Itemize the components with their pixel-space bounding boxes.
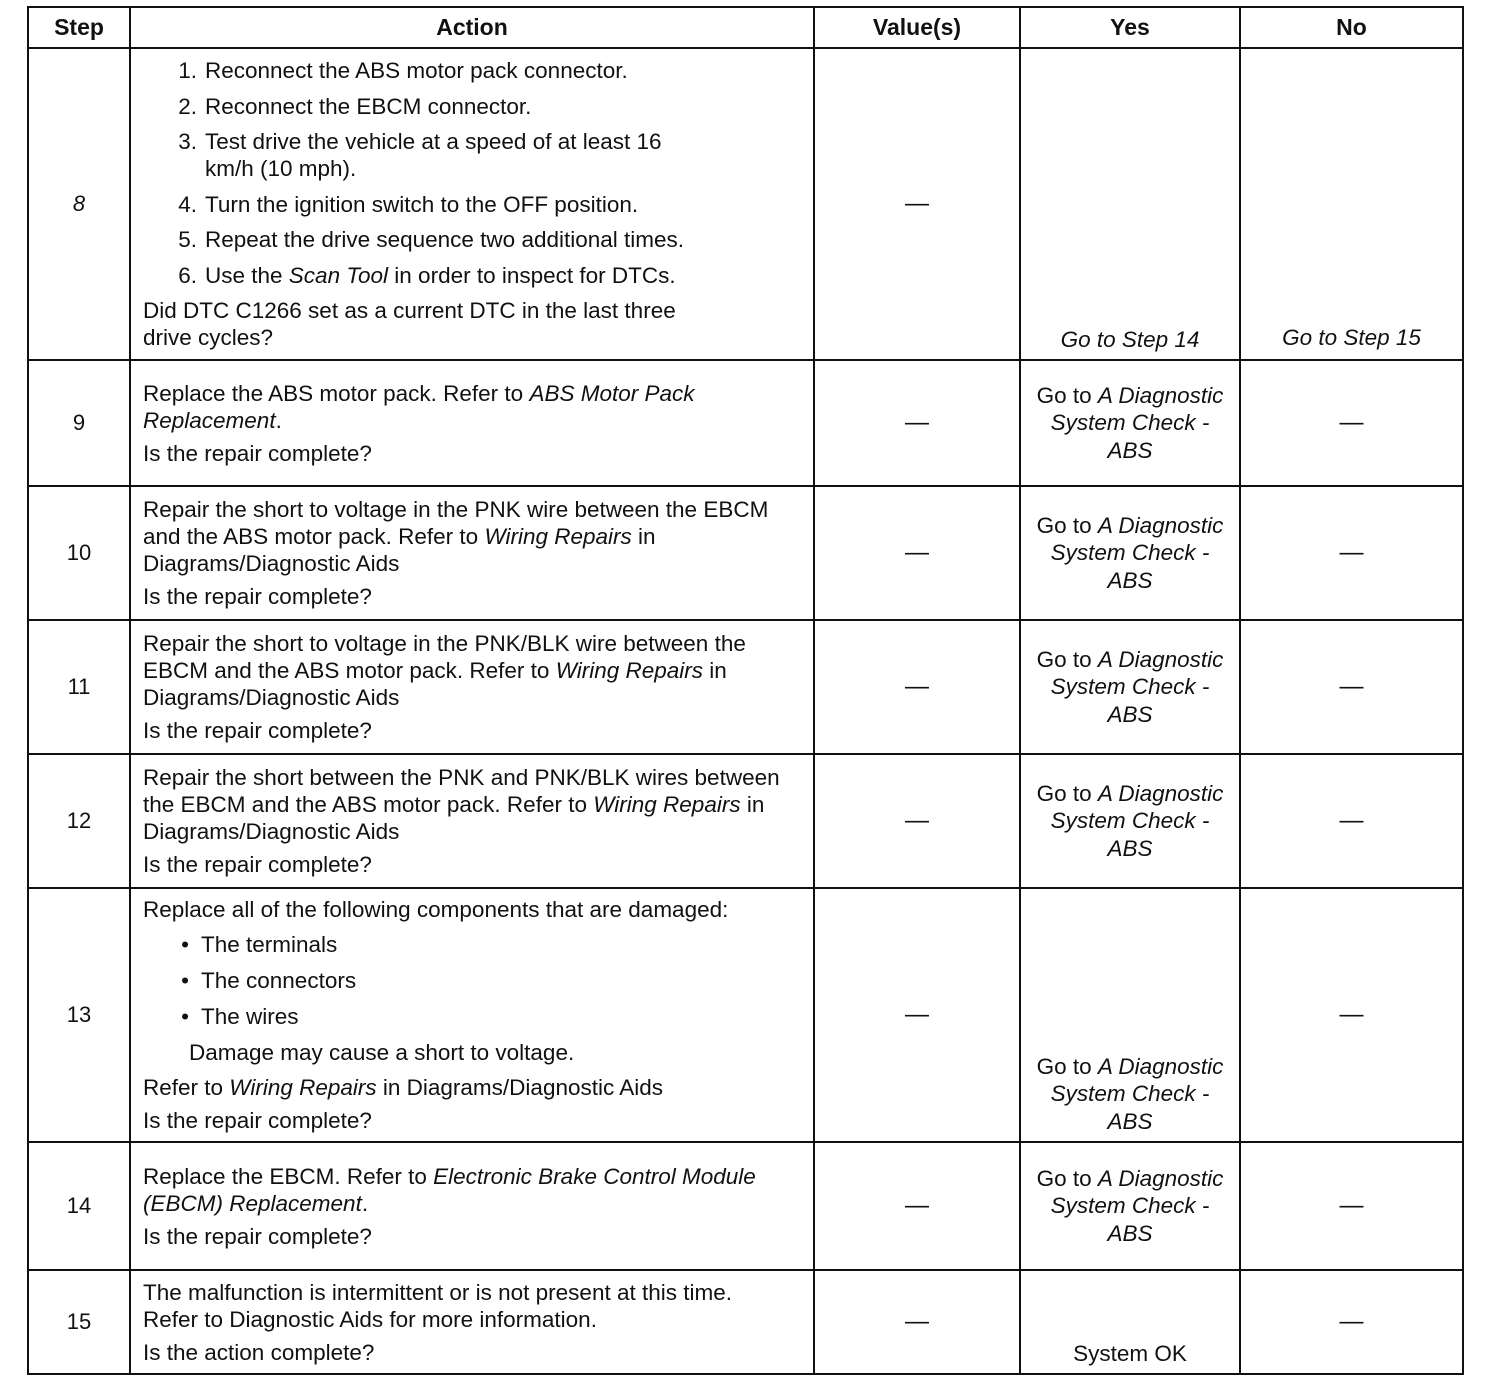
step-number: 13 [28, 888, 130, 1142]
action-cell: Repair the short to voltage in the PNK wire between the EBCM and the ABS motor pack. Refer to Wiring Repairs in Diagrams/Diagnostic Aids Is the repair complete? [130, 486, 814, 620]
no-cell: — [1240, 620, 1463, 754]
action-question: Did DTC C1266 set as a current DTC in the last three drive cycles? [143, 298, 676, 350]
table-row-step-9 [28, 360, 1463, 486]
table-row-step-15 [28, 1270, 1463, 1374]
value-cell: — [814, 754, 1020, 888]
reference-link[interactable]: Electronic Brake Control Module (EBCM) Replacement [143, 1163, 756, 1216]
value-cell: — [814, 1270, 1020, 1374]
header-values: Value(s) [814, 7, 1020, 48]
yes-link[interactable]: Go to A Diagnostic System Check - ABS [1020, 486, 1240, 620]
yes-link[interactable]: Go to A Diagnostic System Check - ABS [1020, 620, 1240, 754]
reference-link[interactable]: Wiring Repairs [593, 792, 741, 817]
action-cell: Repair the short between the PNK and PNK/BLK wires between the EBCM and the ABS motor pack. Refer to Wiring Repairs in Diagrams/Diagnostic Aids Is the repair complete? [130, 754, 814, 888]
step-number: 8 [28, 48, 130, 360]
table-row-step-11 [28, 620, 1463, 754]
reference-link[interactable]: Wiring Repairs [229, 1075, 377, 1100]
step-number: 10 [28, 486, 130, 620]
header-step: Step [28, 7, 130, 48]
yes-link[interactable]: Go to A Diagnostic System Check - ABS [1020, 1142, 1240, 1270]
step-number: 15 [28, 1270, 130, 1374]
action-cell: Replace all of the following components that are damaged: • The terminals • The connectors • The wires Damage may cause a short to voltage. Refer to Wiring Repairs in Diagrams/Diagnostic Aids Is the repair complete? [130, 888, 814, 1142]
header-no: No [1240, 7, 1463, 48]
action-intro: Replace all of the following components that are damaged: [143, 897, 729, 922]
action-cell: Repair the short to voltage in the PNK/BLK wire between the EBCM and the ABS motor pack. Refer to Wiring Repairs in Diagrams/Diagnostic Aids Is the repair complete? [130, 620, 814, 754]
list-item: 4. Turn the ignition switch to the OFF position. [178, 191, 639, 217]
no-cell: — [1240, 1142, 1463, 1270]
action-cell: The malfunction is intermittent or is not present at this time. Refer to Diagnostic Aids for more information. Is the action complete? [130, 1270, 814, 1374]
reference-link[interactable]: Wiring Repairs [555, 658, 704, 683]
components-list [143, 931, 803, 1030]
no-link[interactable]: Go to Step 15 [1240, 48, 1463, 360]
diagnostic-table [27, 6, 1464, 1375]
action-cell: Replace the EBCM. Refer to Electronic Brake Control Module (EBCM) Replacement. Is the repair complete? [130, 1142, 814, 1270]
no-cell: — [1240, 754, 1463, 888]
yes-link[interactable]: Go to Step 14 [1020, 48, 1240, 360]
yes-cell: System OK [1020, 1270, 1240, 1374]
action-cell: Replace the ABS motor pack. Refer to ABS Motor Pack Replacement. Is the repair complete? [130, 360, 814, 486]
list-item: 3. Test drive the vehicle at a speed of at least 16 km/h (10 mph). [178, 129, 662, 181]
list-item: 1. Reconnect the ABS motor pack connector. [178, 58, 628, 83]
table-row-step-12 [28, 754, 1463, 888]
action-question: Is the repair complete? [143, 1223, 372, 1249]
yes-link[interactable]: Go to A Diagnostic System Check - ABS [1020, 888, 1240, 1142]
list-item: 6. Use the Scan Tool in order to inspect for DTCs. [178, 262, 676, 288]
reference-link[interactable]: ABS Motor Pack Replacement [143, 380, 695, 433]
step-number: 12 [28, 754, 130, 888]
value-cell: — [814, 1142, 1020, 1270]
action-cell [130, 48, 814, 360]
yes-link[interactable]: Go to A Diagnostic System Check - ABS [1020, 754, 1240, 888]
damage-note: Damage may cause a short to voltage. [189, 1040, 575, 1065]
no-cell: — [1240, 888, 1463, 1142]
table-row-step-13 [28, 888, 1463, 1142]
no-cell: — [1240, 360, 1463, 486]
action-question: Is the repair complete? [143, 1108, 372, 1133]
action-question: Is the repair complete? [143, 718, 372, 743]
table-row-step-8 [28, 48, 1463, 360]
header-row [28, 7, 1463, 48]
step-number: 11 [28, 620, 130, 754]
value-cell: — [814, 486, 1020, 620]
list-item: 2. Reconnect the EBCM connector. [178, 93, 532, 119]
action-question: Is the repair complete? [143, 440, 372, 466]
action-steps-list [143, 57, 803, 289]
action-question: Is the action complete? [143, 1339, 375, 1365]
scan-tool-ref: Scan Tool [288, 262, 389, 288]
value-cell: — [814, 360, 1020, 486]
list-item: • The connectors [181, 968, 357, 993]
header-action: Action [130, 7, 814, 48]
reference-link[interactable]: Wiring Repairs [484, 524, 632, 549]
value-cell: — [814, 620, 1020, 754]
header-yes: Yes [1020, 7, 1240, 48]
table-row-step-14 [28, 1142, 1463, 1270]
value-cell: — [814, 48, 1020, 360]
list-item: 5. Repeat the drive sequence two additional times. [178, 227, 685, 252]
action-question: Is the repair complete? [143, 852, 372, 877]
list-item: • The wires [181, 1004, 299, 1029]
list-item: • The terminals [181, 932, 338, 957]
step-number: 9 [28, 360, 130, 486]
table-row-step-10 [28, 486, 1463, 620]
no-cell: — [1240, 1270, 1463, 1374]
value-cell: — [814, 888, 1020, 1142]
action-question: Is the repair complete? [143, 584, 372, 609]
no-cell: — [1240, 486, 1463, 620]
step-number: 14 [28, 1142, 130, 1270]
yes-link[interactable]: Go to A Diagnostic System Check - ABS [1020, 360, 1240, 486]
